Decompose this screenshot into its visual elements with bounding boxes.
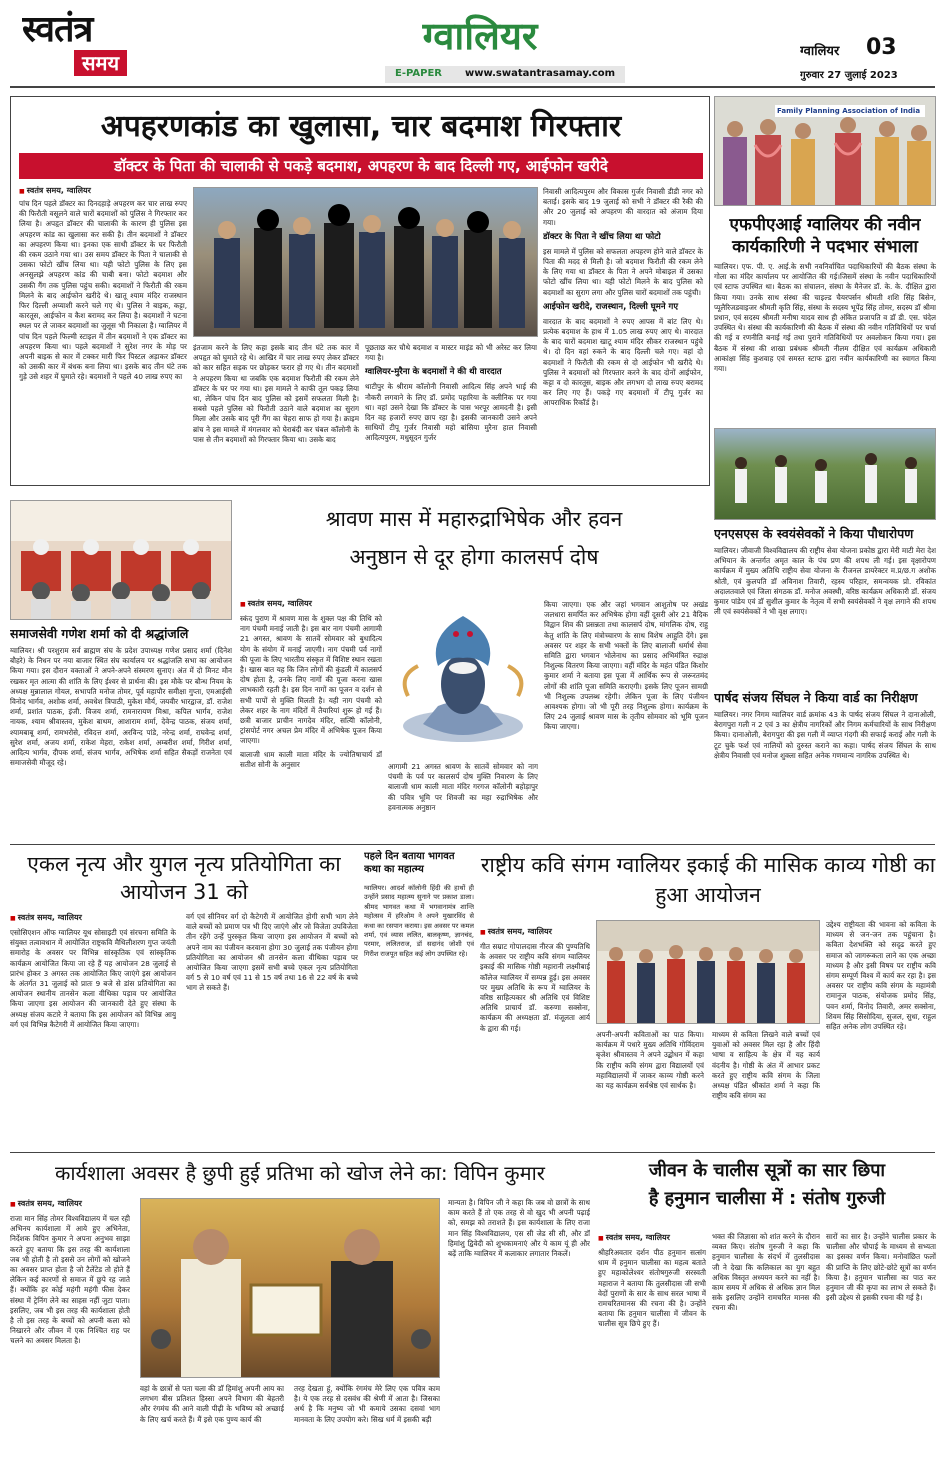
logo-top-text: स्वतंत्र <box>22 10 93 50</box>
dance-headline: एकल नृत्य और युगल नृत्य प्रतियोगिता का आयोजन 31 को <box>27 852 341 904</box>
kavi-col1: गीत सम्राट गोपालदास नीरज की पुण्यतिथि के अवसर पर राष्ट्रीय कवि संगम ग्वालियर इकाई की मासिक गोष्ठी महारानी लक्ष्मीबाई कॉलेज ग्वालियर में सम्पन्न हुई। इस अवसर पर मुख्य अतिथि के रूप में ग्वालियर के वरिष्ठ साहित्यकार श्री अतिथि एवं विशिष्ट अतिथि प्राचार्य डॉ. करुणा सक्सेना, कार्यक्रम की अध्यक्षता डॉ. मंजूलता आर्य के द्वारा की गई। <box>480 942 590 1033</box>
fpai-story <box>714 96 936 422</box>
dance-story <box>10 850 358 1150</box>
logo-bottom-text: समय <box>74 50 127 76</box>
lead-col1: पांच दिन पहले डॉक्टर का दिनदहाड़े अपहरण कर चार लाख रुपए की फिरौती वसूलने वाले चारों बदमाशों को पुलिस ने गिरफ्तार कर लिया है। अपहृत डॉक्टर की चालाकी के कारण ही पुलिस इस अपहरण कांड का खुलासा कर सकी है। तीन बदमाशों ने डॉक्टर का अपहरण किया था। इनका एक साथी डॉक्टर के घर फिरौती की रकम उठाने गया था। उस समय डॉक्टर के पिता ने चालाकी से उसका फोटो खींच लिया था। यही फोटो पुलिस के लिए इस अनसुलझे अपहरण कांड की चाबी बना। फोटो बदमाश और उसकी गैंग तक पुलिस पहुंच सकी। बदमाशों ने फिरौती की रकम मिलने के बाद आईफोन खरीदे थे। खातू श्याम मंदिर राजस्थान फिर दिल्ली अय्याशी करने चले गए थे। पुलिस ने बाइक, कट्टा, कारतूस, आईफोन व कैश बरामद कर लिया है। बदमाशों ने घटना स्थल पर ले जाकर बदमाशों का जुलूस भी निकाला है। ग्वालियर में पांच दिन पहले फिल्मी स्टाइल में तीन बदमाशों ने एक डॉक्टर का अपहरण किया था। पहले बदमाशों ने सुरेश नगर के मोड़ पर अपनी बाइक से कार में टक्कर मारी फिर पिस्टल अड़ाकर डॉक्टर को उसकी कार में बंधक बना लिया था। इसके बाद तीन घंटे तक गुड़े उसे शहर में घुमाते रहे। बदमाशों ने पहले 40 लाख रुपए का <box>19 199 187 382</box>
shravan-col1b-text: बालाजी धाम काली माता मंदिर के ज्योतिषाचार्य डॉ सतीश सोनी के अनुसार <box>240 749 382 769</box>
lower-rule <box>10 1152 935 1153</box>
lead-subhead-4: आईफोन खरीदे, राजस्थान, दिल्ली घूमने गए <box>543 301 679 312</box>
fpai-banner: Family Planning Association of India <box>775 105 925 117</box>
lead-headline: अपहरणकांड का खुलासा, चार बदमाश गिरफ्तार <box>100 109 622 144</box>
lead-col3b-text: थाटीपुर के श्रीराम कॉलोनी निवासी आदित्य सिंह अपने भाई की नौकरी लगवाने के लिए डॉ. प्रमोद पहारिया के क्लीनिक पर गया था। वहां उसने देखा कि डॉक्टर के पास भरपूर आमदनी है। इसी दिन वह हजारों रुपए छाप रहा है। इसकी जानकारी उसने अपने साथियों टीपू गुर्जर निवासी महो बांसिया मुरैना हाल निवासी आदित्यपुरम, मधुसूदन गुर्जर <box>365 382 537 443</box>
byline: ■ स्वतंत्र समय, ग्वालियर <box>19 185 91 196</box>
shravan-col2: आगामी 21 अगस्त श्रावण के सातवें सोमवार को नाग पंचमी के पर्व पर कालसर्प दोष मुक्ति निवारण के लिए बालाजी धाम काली माता मंदिर गरगज कॉलोनी बहोड़ापुर की पवित्र भूमि पर शिवजी का महा रुद्राभिषेक और हवनात्मक अनुष्ठान <box>388 762 538 812</box>
lead-subhead: डॉक्टर के पिता की चालाकी से पकड़े बदमाश, अपहरण के बाद दिल्ली गए, आईफोन खरीदे <box>19 153 703 179</box>
hanuman-headline-1: जीवन के चालीस सूत्रों का सार छिपा <box>648 1160 886 1181</box>
bhagwat-headline: पहले दिन बताया भागवत कथा का महात्म्य <box>364 851 455 875</box>
tribute-photo <box>10 500 232 620</box>
workshop-col1: राजा मान सिंह तोमर विश्वविद्यालय में चल रही अभिनय कार्यशाला में आये हुए अभिनेता, निर्देशक विपिन कुमार ने अपना अनुभव साझा करते हुए बताया कि इस तरह की कार्यशाला जब भी होती है तो इससे उन लोगों को खोजने का अवसर प्राप्त होता है जो टैलेंटेड तो होते हैं लेकिन कई कारणों से समाज में छुपे रह जाते हैं। क्योंकि हर कोई महंगी महंगी फीस देकर संस्था में ट्रेनिंग लेने का साहस नहीं जुटा पाता। इसलिए, जब भी इस तरह की कार्यशाला होती है तो इस तरह के बच्चों को अपनी कला को निखारने और जीवन में एक निश्चित राह पर चलने का अवसर मिलता है। <box>10 1214 130 1346</box>
fpai-photo <box>714 96 936 206</box>
page-number: 03 <box>866 35 897 60</box>
shravan-col1-text: स्कंद पुराण में श्रावण मास के शुक्ल पक्ष की तिथि को नाग पंचमी मनाई जाती है। इस बार नाग पंचमी आगामी 21 अगस्त, श्रावण के सातवें सोमवार को बुधादित्य योग के संयोग में मनाई जाएगी। नाग पंचमी पर्व नागों की पूजा के लिए भारतीय संस्कृत में विशिष्ट स्थान रखता है। खास बात यह कि जिन लोगों की कुंडली में कालसर्प दोष होता है, उनके लिए नागों की पूजा करना खास लाभकारी रहती है। इस दिन नागों का पूजन व दर्शन से सभी पापों से मुक्ति मिलती है। यही नाग पंचमी को लेकर शहर के नाग मंदिरों में तैयारियां शुरू हो गई हैं। छत्री बाजार प्राचीन नागदेव मंदिर, सत्यिी कॉलोनी, ट्रांसपोर्ट नगर अचल प्रेम मंदिर में अभिषेक पूजन किया जाएगा। <box>240 614 382 746</box>
page-city: ग्वालियर <box>800 44 840 59</box>
workshop-story <box>10 1158 590 1462</box>
hanuman-col1: श्रीहरिअवतार दर्शन पीठ हनुमान सत्संग धाम में हनुमान चालीसा का महत्व बताते हुए महाकोलेश्वर संतोषगुरुजी सरस्वती महाराज ने बताया कि तुलसीदास जी सभी वेदों पुराणों के सार के साथ सरल भाषा में रामचरितमानस की रचना की है। उन्होंने बताया कि हनुमान चालीसा में जीवन के चालीस सूत्र छिपे हुए हैं। <box>598 1248 706 1329</box>
workshop-headline: कार्यशाला अवसर है छुपी हुई प्रतिभा को खोज लेने का: विपिन कुमार <box>55 1161 545 1185</box>
page-info <box>800 35 940 85</box>
dance-col1: एसोसिएशन ऑफ ग्वालियर यूथ सोसाइटी एवं संरचना समिति के संयुक्त तत्वावधान में आयोजित राष्ट्रकवि मैथिलीशरण गुप्त जयंती समारोह के अवसर पर विभिन्न सांस्कृतिक एवं सांस्कृतिक कार्यक्रम आयोजित किया जा रहे हैं यह आयोजन 28 जुलाई से प्रारंभ होकर 3 अगस्त तक आयोजित किए जाएंगे इस आयोजन के अंतर्गत 31 जुलाई को प्रातः 9 बजे से डांस प्रतियोगिता का आयोजन स्थानीय तानसेन कला वीथिका पड़ाव पर आयोजित किया जाएगा इस आयोजन की जानकारी देते हुए संस्था के अध्यक्ष संजय कटारे ने बताया कि इस आयोजन को विभिन्न आयु वर्ग एवं विभिन्न कैटेगरी में आयोजित किया जाएगा। <box>10 928 176 1029</box>
kavi-story <box>480 850 936 1150</box>
lead-photo-arrest <box>193 187 538 337</box>
lead-col4b-text: इस मामले में पुलिस को सफलता अपहरण होने वाले डॉक्टर के पिता की मदद से मिली है। जो बदमाश फिरौती की रकम लेने के लिए गया था डॉक्टर के पिता ने अपने मोबाइल में उसका फोटो खींच लिया था। यही फोटो मिलने के बाद पुलिस को बदमाशों का सुराग लगा और पुलिस चारों बदमाशों तक पहुंची। <box>543 246 703 297</box>
workshop-col4: मान्यता है। विपिन जी ने कहा कि जब वो छात्रों के साथ काम करते हैं तो एक तरह से वो खुद भी अपनी पढ़ाई को, समझ को तराशते हैं। इस कार्यशाला के लिए राजा मान सिंह विश्वविद्यालय, एस सी जेड सी सी, और डॉ हिमांशु द्विवेदी को शुभकामनाएं और ये काम यूं ही और बढ़ें ताकि ग्वालियर में कलाकार लगातार निकलें। <box>448 1198 590 1259</box>
page-date: गुरुवार 27 जुलाई 2023 <box>800 70 898 81</box>
workshop-col2: वहां के छात्रों से पता चला की डॉ हिमांशु अपनी आय का लगभग बीस प्रतिशत हिस्सा अपने विभाग की बेहतरी और रंगमंच की आने वाली पीढ़ी के भविष्य को अच्छाई के लिए खर्च करते हैं। मैं इसे एक पुण्य कार्य की <box>140 1384 284 1424</box>
shravan-story <box>240 500 708 840</box>
tribute-body: ग्वालियर। श्री परशुराम सर्व ब्राह्मण संघ के प्रदेश उपाध्यक्ष गणेश प्रसाद शर्मा (दिनेश बौहरे) के निधन पर नया बाजार स्थित संघ कार्यालय पर श्रद्धांजलि सभा का आयोजन किया गया। इस दौरान वक्ताओं ने अपने-अपने संस्मरण सुनाए। अंत में दो मिनट मौन रखकर मृत आत्मा की शांति के लिए ईश्वर से प्रार्थना की। इस मौके पर बौन्ध नियम के अध्यक्ष मुन्नालाल गोयल, सभापति मनोज तोमर, पूर्व महापौर समीक्षा गुप्ता, एमआईसी विनोद भार्गव, अशोक शर्मा, अवधेश त्रिपाठी, मुकेश मौर्य, जयवीर भारद्वाज, डॉ. राजेश शर्मा, प्रशांत पाठक, इंजी. विजय शर्मा, रामनारायण मिश्रा, कपिल भार्गव, राजेश नायक, श्याम श्रीवास्तव, मुकेश बाथम, आशाराम शर्मा, देवेन्द्र पाठक, संजय शर्मा, श्यामबाबू शर्मा, रामभरोसे, रविदत्त शर्मा, अरविन्द पांडे, नरेन्द्र शर्मा, राघवेन्द्र शर्मा, सुरेश शर्मा, अजय शर्मा, राकेश मेहरा, राकेश शर्मा, अम्बरीश शर्मा, गिरीश शर्मा, आदित्य भार्गव, दीपक शर्मा, संजय भार्गव, अभिषेक शर्मा सहित सैकड़ों राजनेता एवं समाजसेवी मौजूद रहे। <box>10 646 232 768</box>
dance-col2: वर्ग एवं सीनियर वर्ग दो कैटेगरी में आयोजित होगी सभी भाग लेने वाले बच्चों को प्रमाण पत्र भी दिए जाएंगे और जो विजेता उपविजेता तीन रहेंगे उन्हें पुरस्कृत किया जाएगा इस आयोजन में बच्चों को अपने नाम का पंजीयन करवाना होगा 30 जुलाई तक पंजीयन होगा प्रतियोगिता का आयोजन श्री तानसेन कला वीथिका पड़ाव पर आयोजित किया जाएगा इसमें सभी बच्चे एकल नृत्य प्रतियोगिता वर्ग 5 से 10 वर्ष एवं 11 से 15 वर्ष तथा 16 से 22 वर्ष के बच्चे भाग ले सकते हैं। <box>186 912 358 993</box>
nss-headline: एनएसएस के स्वयंसेवकों ने किया पौधारोपण <box>714 526 914 541</box>
bhagwat-body: ग्वालियर। आदर्श कॉलोनी हिंदी की हाथों ही उन्होंने प्रसाद महात्म्य सुनाने पर प्रकाश डाला। श्रीमद भागवत कथा में भगवानामंत्र शान्ति महोत्सव में हरिओम ने अपने मुखारविंद से कथा का रसपान कराया। इस अवसर पर कमल शर्मा, एवं व्यास ललित, बालकृष्ण, ज्ञानचंद, परमार, ललितराज, डॉ सदानंद जोशी एवं गिरीश राजपूत सहित कई लोग उपस्थित रहे। <box>364 884 474 958</box>
shravan-illustration <box>388 596 538 756</box>
hanuman-headline-2: है हनुमान चालीसा में : संतोष गुरुजी <box>648 1188 886 1209</box>
workshop-col3: तरह देखता हूं, क्योंकि रंगमंच मेरे लिए एक पवित्र काम है। ये एक तरह से दसवंध की श्रेणी में आता है। जिसका अर्थ है कि मनुष्य जो भी कमाये उसका दसवां भाग मानवता के लिए उपयोग करे। सिख धर्म में इसकी बड़ी <box>294 1384 440 1424</box>
kavi-col3: माध्यम से कविता लिखने वाले बच्चों एवं युवाओं को अवसर मिल रहा है और हिंदी भाषा व साहित्य के क्षेत्र में यह कार्य वंदनीय है। गोष्ठी के अंत में आभार प्रकट करते हुए राष्ट्रीय कवि संगम के जिला अध्यक्ष पंडित श्रीकांत शर्मा ने कहा कि राष्ट्रीय कवि संगम का <box>712 1030 820 1101</box>
hanuman-story <box>598 1158 936 1462</box>
nss-photo <box>714 428 936 520</box>
singhal-body: ग्वालियर। नगर निगम ग्वालियर वार्ड क्रमांक 43 के पार्षद संजय सिंघल ने दानाओली, बेरागपुरा गली न 2 एवं 3 का क्षेत्रीय नागरिकों और निगम कर्मचारियों के साथ निरीक्षण किया। दानाओली, बेरागपुरा की इस गली में व्याप्त गंदगी की सफाई कराई और गली के टूट चुके फर्श एवं नालियों को दुरुस्त कराने का कहा। पार्षद संजय सिंघल के साथ क्षेत्रीय निवासी एवं मनोज शुक्ला सहित अनेक गणमान्य नागरिक उपस्थित थे। <box>714 710 936 760</box>
nss-story <box>714 428 936 690</box>
logo <box>22 10 162 82</box>
lead-col2: इंतजाम करने के लिए कहा इसके बाद तीन घंटे तक कार में अपहृत को घुमाते रहे थे। आखिर में चार लाख रुपए लेकर डॉक्टर को कार सहित सड़क पर छोड़कर फरार हो गए थे। तीन बदमाशों ने अपहरण किया था जबकि एक बदमाश फिरौती की रकम लेने डॉक्टर के घर पर गया था। इस मामले ने काफी तूल पकड़ लिया था, लेकिन पांच दिन बाद पुलिस को इसमें सफलता मिली है। सबसे पहले पुलिस को फिरौती उठाने वाले बदमाश का सुराग मिला और उसके बाद पूरी गैंग का चेहरा साफ हो गया है। क्राइम ब्रांच ने इस मामले में मंगलवार को घेराबंदी कर चंबल कॉलोनी के पास से तीन बदमाशों को गिरफ्तार किया था। उसके बाद <box>193 343 359 444</box>
singhal-story <box>714 690 936 840</box>
lead-story <box>10 96 710 486</box>
masthead <box>0 0 945 88</box>
masthead-rule <box>10 86 935 88</box>
workshop-photo <box>140 1198 440 1378</box>
shravan-col3: किया जाएगा। एक और जहां भगवान आशुतोष पर अखंड जलधारा समर्पित कर अभिषेक होगा वहीं दूसरी ओर 21 वैदिक विद्वान शिव की प्रसन्नता तथा कालसर्प दोष, मांगलिक दोष, राहु केतु शांति के लिए मंत्रोच्चारण के साथ विशेष आहुति देंगे। इस अवसर पर शहर के सभी भक्तों के लिए बालाजी धर्मार्थ सेवा समिति द्वारा भगवान भोलेनाथ का प्रसाद अभिमंत्रित रुद्राक्ष निशुल्क वितरण किया जाएगा। वहीं मंदिर के महंत पंडित किशोर कुमार शर्मा ने बताया इस पूजा में आर्थिक रूप से जरूरतमंद लोगों की शांति पूजा समिति कराएगी। इसके लिए पूजन सामग्री भी निशुल्क उपलब्ध रहेगी। लेकिन पूजा के लिए पंजीयन आवश्यक होगा। जो भी पूरी तरह निशुल्क होगा। कार्यक्रम के लिए 24 जुलाई श्रावण मास के तृतीय सोमवार को भूमि पूजन किया जाएगा। <box>544 600 708 732</box>
bhagwat-story <box>364 850 474 1150</box>
workshop-byline: ■ स्वतंत्र समय, ग्वालियर <box>10 1198 82 1209</box>
dance-byline: ■ स्वतंत्र समय, ग्वालियर <box>10 912 82 923</box>
kavi-col2: अपनी-अपनी कविताओं का पाठ किया। कार्यक्रम में पधारे मुख्य अतिथि गोविंदराम बृजेश श्रीवास्तव ने अपने उद्बोधन में कहा कि राष्ट्रीय कवि संगम द्वारा विद्यालयों एवं महाविद्यालयों में जाकर काव्य गोष्ठी करने का यह कार्यक्रम सर्वश्रेष्ठ एवं सार्थक है। <box>596 1030 704 1091</box>
shravan-headline-2: अनुष्ठान से दूर होगा कालसर्प दोष <box>349 545 599 569</box>
fpai-body: ग्वालियर। एफ. पी. ए. आई.के सभी नवनिर्वाचित पदाधिकारियों की बैठक संस्था के गोला का मंदिर कार्यालय पर आयोजित की गई।जिसमें संस्था के नवीन पदाधिकारियों एवं स्टाफ उपस्थित था। बैठक का संचालन, संस्था के मैनेजर डॉ. के. के. दीक्षित द्वारा किया गया। उनके साथ संस्था की चाइल्ड चैयरपर्सन श्रीमती शशि सिंह बिसेन, प्यूलैरिजडवाइजर श्रीमती कृति सिंह, संस्था के सदस्य भूपेंद्र सिंह तोमर, सदस्य डॉ श्रीमा प्रधान, एवं सदस्य श्रीमती मनीषा यादव साथ ही अंकित प्रजापति व डॉ डी. एस. चंदेल उपस्थित थे। संस्था की कार्यकारिणी की बैठक में संस्था की नवीन गतिविधियों पर चर्चा की गई व रणनीति बनाई गई तथा पुराने गतिविधियों पर अवलोकन किया गया। इस बैठक में संस्था की शाखा प्रबंधक श्रीमती नीलम दीक्षित एवं कार्यक्रम अधिकारी आकांक्षा सिंह कुशवाह एवं समस्त स्टाफ द्वारा नवीन कार्यकारिणी का स्वागत किया गया। <box>714 262 936 374</box>
kavi-byline: ■ स्वतंत्र समय, ग्वालियर <box>480 926 552 937</box>
hanuman-byline: ■ स्वतंत्र समय, ग्वालियर <box>598 1232 670 1243</box>
mid-rule <box>10 844 935 845</box>
shravan-col1 <box>240 614 382 840</box>
kavi-photo <box>596 920 820 1024</box>
lead-subhead-3: डॉक्टर के पिता ने खींच लिया था फोटो <box>543 231 661 242</box>
kavi-headline: राष्ट्रीय कवि संगम ग्वालियर इकाई की मासिक काव्य गोष्ठी का हुआ आयोजन <box>480 853 936 907</box>
section-title: ग्वालियर <box>422 14 538 58</box>
tribute-story <box>10 500 232 840</box>
nss-body: ग्वालियर। जीवाजी विश्वविद्यालय की राष्ट्रीय सेवा योजना प्रकोष्ठ द्वारा मेरी माटी मेरा देश अभियान के अन्तर्गत अमृत काल के पंच प्रण की शपथ ली गई। इस वृक्षारोपण कार्यक्रम में मुख्य अतिथि राष्ट्रीय सेवा योजना के रीजनल डायरेक्टर म.प्र/छ.ग अशोक श्रोती, एवं कुलपति डॉ अविनाश तिवारी, रहस्य परिहार, समन्वयक प्रो. रविकांत अदालतवाले एवं जिला संगठक डॉ. मनोज अवस्थी, वरिष्ठ कार्यक्रम अधिकारी डॉ. संजय कुमार पांडेय एवं डॉ सुशील कुमार के नेतृत्व में सभी स्वयंसेवकों ने वृक्ष लगाने की शपथ ली एवं स्वयंसेवकों ने भी वृक्ष लगाए। <box>714 546 936 617</box>
hanuman-col2: भक्त की जिज्ञासा को शांत करने के दौरान व्यक्त किए। संतोष गुरुजी ने कहा कि हनुमान चालीसा के संदर्भ में तुलसीदास जी ने देखा कि कलिकाल का युग बहुत अधिक विस्तृत अध्ययन करने का नहीं है। काम समय में अधिक से अधिक ज्ञान मिल सके इसलिए उन्होंने रामचरित मानस की रचना की। <box>712 1232 820 1313</box>
lead-subhead-2: ग्वालियर-मुरैना के बदमाशों ने की थी वारदात <box>365 367 502 378</box>
lead-col4c-text: वारदात के बाद बदमाशों ने रुपए आपस में बांट लिए थे। प्रत्येक बदमाश के हाथ में 1.05 लाख रुपए आए थे। वारदात के बाद चारों बदमाश खाटू श्याम मंदिर सीकर राजस्थान पहुंचे थे। दो दिन वहां रुकने के बाद दिल्ली चले गए। वहां दो बदमाशों ने फिरौती की रकम से दो आईफोन भी खरीदे थे। पुलिस ने बदमाशों को गिरफ्तार करने के बाद दोनों आईफोन, कट्टा व दो कारतूस, बाइक और लगभग दो लाख रुपए बरामद कर लिए गए हैं। पकड़े गए बदमाशों में टीपू गुर्जर का आपराधिक रिकॉर्ड है। <box>543 316 703 408</box>
lead-col4-text: निवासी आदित्यपुरम और विकास गुर्जर निवासी डीडी नगर को बताई। इसके बाद 19 जुलाई को सभी ने डॉक्टर की रैकी की और 20 जुलाई को अपहरण की वारदात को अंजाम दिया गया। <box>543 187 703 227</box>
website-link[interactable]: www.swatantrasamay.com <box>465 68 616 79</box>
singhal-headline: पार्षद संजय सिंघल ने किया वार्ड का निरीक्षण <box>714 690 918 705</box>
lead-col4 <box>543 187 703 481</box>
shravan-byline: ■ स्वतंत्र समय, ग्वालियर <box>240 598 312 609</box>
epaper-label: E-PAPER <box>395 68 442 79</box>
epaper-strip <box>385 66 625 83</box>
lead-col3-text: पूछताछ कर चौथे बदमाश व मास्टर माइंड को भी अरेस्ट कर लिया गया है। <box>365 343 537 363</box>
hanuman-col3: सारों का सार है। उन्होंने चालीस प्रकार के चालीसा और चौपाई के माध्यम से सभ्यता का इसका वर्णन किया। मनोवांछित फलों की प्राप्ति के लिए छोटे-छोटे सूत्रों का वर्णन किया है। हनुमान चालीसा का पाठ कर हनुमान जी की कृपा का लाभ ले सकते हैं। इसी उद्देश्य से इसकी रचना की गई है। <box>826 1232 936 1303</box>
fpai-headline: एफपीएआई ग्वालियर की नवीन कार्यकारिणी ने पदभार संभाला <box>729 215 921 257</box>
shravan-headline-1: श्रावण मास में महारुद्राभिषेक और हवन <box>325 507 623 531</box>
kavi-col4: उद्देश्य राष्ट्रीयता की भावना को कविता के माध्यम से जन-जन तक पहुंचाना है। कविता देशभक्ति को सदृढ करते हुए समाज को जागरूकता लाने का एक अच्छा माध्यम है और इसी विषय पर राष्ट्रीय कवि संगम सम्पूर्ण विश्व में कार्य कर रहा है। इस अवसर पर राष्ट्रीय कवि संगम के महामंत्री रामानुज पाठक, संयोजक प्रमोद सिंह, पवन शर्मा, विनोद तिवारी, अमर सक्सेना, शिवम सिंह सिसोदिया, सुजल, सुधा, राहुल सहित अनेक लोग उपस्थित रहे। <box>826 920 936 1032</box>
lead-col3 <box>365 343 537 481</box>
tribute-headline: समाजसेवी गणेश शर्मा को दी श्रद्धांजलि <box>10 626 189 641</box>
